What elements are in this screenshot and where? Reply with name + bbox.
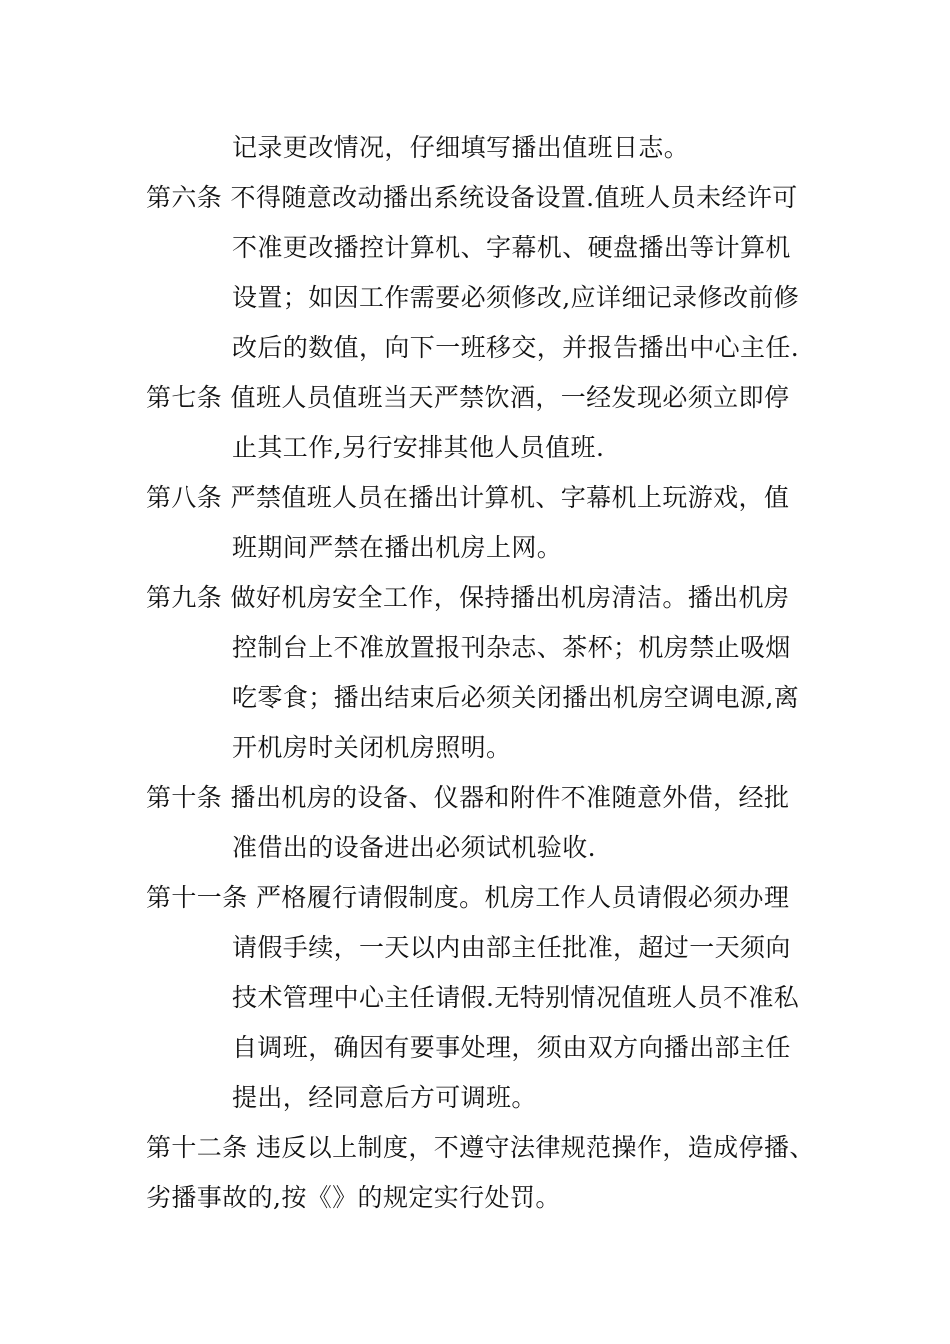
article-10-heading-line: 第十条 播出机房的设备、仪器和附件不准随意外借，经批 <box>146 783 790 812</box>
article-12-heading-line: 第十二条 违反以上制度，不遵守法律规范操作，造成停播、 <box>146 1133 815 1162</box>
article-9-heading-line: 第九条 做好机房安全工作，保持播出机房清洁。播出机房 <box>146 583 790 612</box>
paragraph-line: 技术管理中心主任请假.无特别情况值班人员不准私 <box>232 983 800 1012</box>
paragraph-line: 班期间严禁在播出机房上网。 <box>232 533 563 562</box>
paragraph-line: 劣播事故的,按《》的规定实行处罚。 <box>146 1183 561 1212</box>
paragraph-line: 不准更改播控计算机、字幕机、硬盘播出等计算机 <box>232 233 791 262</box>
paragraph-line: 吃零食；播出结束后必须关闭播出机房空调电源,离 <box>232 683 800 712</box>
article-8-heading-line: 第八条 严禁值班人员在播出计算机、字幕机上玩游戏，值 <box>146 483 790 512</box>
article-7-heading-line: 第七条 值班人员值班当天严禁饮酒，一经发现必须立即停 <box>146 383 790 412</box>
paragraph-line: 准借出的设备进出必须试机验收. <box>232 833 596 862</box>
paragraph-line: 开机房时关闭机房照明。 <box>232 733 512 762</box>
paragraph-line: 提出，经同意后方可调班。 <box>232 1083 537 1112</box>
paragraph-line: 记录更改情况，仔细填写播出值班日志。 <box>232 133 690 162</box>
paragraph-line: 止其工作,另行安排其他人员值班. <box>232 433 605 462</box>
article-6-heading-line: 第六条 不得随意改动播出系统设备设置.值班人员未经许可 <box>146 183 798 212</box>
paragraph-line: 控制台上不准放置报刊杂志、茶杯；机房禁止吸烟 <box>232 633 791 662</box>
paragraph-line: 改后的数值，向下一班移交，并报告播出中心主任. <box>232 333 800 362</box>
article-11-heading-line: 第十一条 严格履行请假制度。机房工作人员请假必须办理 <box>146 883 790 912</box>
paragraph-line: 自调班，确因有要事处理，须由双方向播出部主任 <box>232 1033 791 1062</box>
paragraph-line: 设置；如因工作需要必须修改,应详细记录修改前修 <box>232 283 800 312</box>
paragraph-line: 请假手续，一天以内由部主任批准，超过一天须向 <box>232 933 791 962</box>
